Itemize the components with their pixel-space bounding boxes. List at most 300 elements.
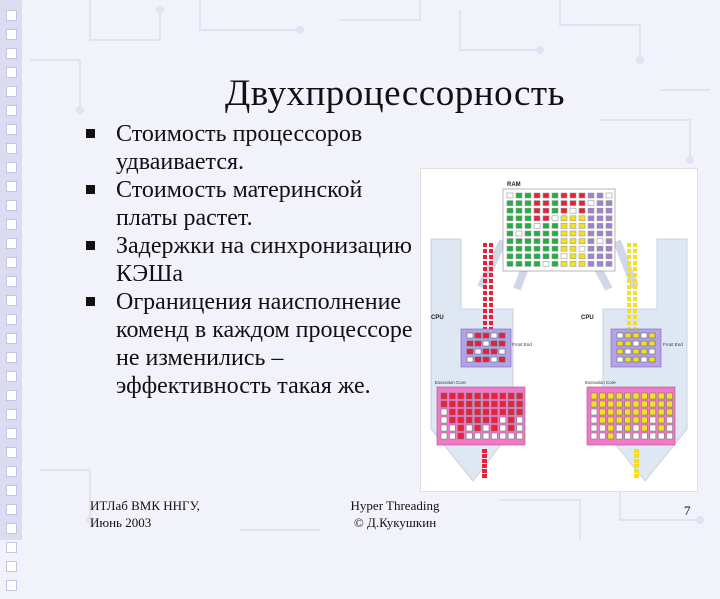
exec-cell-left	[449, 417, 455, 423]
ram-cell	[570, 201, 576, 206]
ram-cell	[561, 201, 567, 206]
exec-cell-right	[650, 409, 656, 415]
exec-cell-right	[650, 401, 656, 407]
exec-cell-left	[500, 401, 506, 407]
ram-cell	[534, 208, 540, 213]
ram-cell	[570, 246, 576, 251]
bullet-item	[86, 288, 416, 400]
ram-cell	[507, 254, 513, 259]
ram-cell	[534, 261, 540, 266]
frontend-cell-left	[499, 341, 505, 346]
arrow-dot-left-b	[489, 321, 493, 325]
ram-cell	[561, 231, 567, 236]
ram-cell	[525, 208, 531, 213]
ram-cell	[543, 193, 549, 198]
exec-cell-left	[491, 401, 497, 407]
ram-cell	[516, 201, 522, 206]
output-dot-left	[482, 469, 487, 473]
frontend-cell-left	[499, 357, 505, 362]
arrow-dot-right-a	[627, 279, 631, 283]
exec-cell-left	[491, 425, 497, 431]
exec-cell-left	[449, 401, 455, 407]
ram-cell	[552, 208, 558, 213]
cpu-label-left: CPU	[431, 315, 444, 321]
ram-cell	[525, 216, 531, 221]
diagram-canvas	[421, 169, 697, 491]
exec-cell-right	[625, 433, 631, 439]
exec-cell-left	[449, 425, 455, 431]
exec-label-left: Execution Core	[435, 380, 466, 385]
arrow-dot-right-a	[627, 309, 631, 313]
exec-cell-right	[633, 433, 639, 439]
ram-cell	[606, 239, 612, 244]
exec-cell-left	[441, 409, 447, 415]
arrow-dot-right-b	[633, 309, 637, 313]
exec-cell-right	[625, 425, 631, 431]
exec-cell-left	[500, 433, 506, 439]
arrow-dot-left-a	[483, 285, 487, 289]
ram-cell	[507, 239, 513, 244]
ram-cell	[561, 261, 567, 266]
exec-cell-right	[616, 401, 622, 407]
frontend-cell-right	[641, 333, 647, 338]
ram-cell	[606, 246, 612, 251]
exec-cell-right	[625, 417, 631, 423]
output-dot-right	[634, 449, 639, 453]
ram-cell	[543, 216, 549, 221]
exec-cell-right	[608, 401, 614, 407]
frontend-label-right: Front End	[663, 342, 683, 347]
arrow-dot-left-b	[489, 261, 493, 265]
ram-cell	[579, 201, 585, 206]
arrow-dot-right-b	[633, 315, 637, 319]
ram-cell	[597, 239, 603, 244]
exec-cell-left	[466, 425, 472, 431]
frontend-cell-left	[483, 357, 489, 362]
ram-cell	[516, 193, 522, 198]
arrow-dot-right-b	[633, 303, 637, 307]
frontend-cell-left	[467, 349, 473, 354]
output-dot-right	[634, 469, 639, 473]
ram-cell	[579, 216, 585, 221]
footer-org-line1: ИТЛаб ВМК ННГУ,	[90, 498, 200, 513]
exec-cell-right	[633, 409, 639, 415]
ram-cell	[597, 201, 603, 206]
frontend-cell-left	[467, 333, 473, 338]
ram-cell	[588, 216, 594, 221]
exec-label-right: Execution Core	[585, 380, 616, 385]
ram-cell	[525, 193, 531, 198]
ram-cell	[534, 201, 540, 206]
ram-cell	[534, 254, 540, 259]
bullet-item	[86, 120, 416, 176]
exec-cell-right	[633, 417, 639, 423]
bullet-text: Ограницения наисполнение коменд в каждом процессоре не изменились – эффективность такая же.	[116, 289, 413, 399]
exec-cell-left	[517, 409, 523, 415]
ram-cell	[543, 201, 549, 206]
ram-cell	[579, 223, 585, 228]
ram-cell	[534, 231, 540, 236]
exec-cell-left	[466, 409, 472, 415]
exec-cell-left	[500, 425, 506, 431]
frontend-cell-left	[467, 357, 473, 362]
arrow-dot-right-b	[633, 261, 637, 265]
exec-cell-left	[475, 433, 481, 439]
exec-cell-left	[508, 401, 514, 407]
footer-org-line2: Июнь 2003	[90, 515, 152, 530]
exec-cell-left	[458, 433, 464, 439]
exec-cell-left	[491, 417, 497, 423]
arrow-dot-left-b	[489, 267, 493, 271]
frontend-cell-left	[475, 341, 481, 346]
ram-cell	[579, 239, 585, 244]
ram-cell	[597, 261, 603, 266]
arrow-dot-left-a	[483, 273, 487, 277]
exec-cell-right	[591, 401, 597, 407]
exec-cell-left	[458, 393, 464, 399]
ram-cell	[534, 216, 540, 221]
ram-cell	[570, 208, 576, 213]
ram-cell	[606, 216, 612, 221]
ram-cell	[588, 254, 594, 259]
exec-cell-left	[517, 393, 523, 399]
ram-cell	[570, 216, 576, 221]
square-bullet-icon	[86, 185, 95, 194]
arrow-dot-right-b	[633, 291, 637, 295]
ram-cell	[543, 261, 549, 266]
ram-cell	[552, 246, 558, 251]
ram-cell	[561, 216, 567, 221]
ram-cell	[543, 246, 549, 251]
arrow-dot-left-b	[489, 315, 493, 319]
exec-cell-left	[458, 417, 464, 423]
exec-cell-right	[667, 433, 673, 439]
ram-cell	[552, 201, 558, 206]
arrow-dot-right-b	[633, 285, 637, 289]
ram-cell	[597, 216, 603, 221]
exec-cell-right	[608, 393, 614, 399]
arrow-dot-left-a	[483, 303, 487, 307]
ram-cell	[534, 239, 540, 244]
exec-cell-right	[616, 393, 622, 399]
arrow-dot-left-a	[483, 297, 487, 301]
bullet-item	[86, 232, 416, 288]
output-dot-left	[482, 474, 487, 478]
frontend-cell-right	[641, 349, 647, 354]
bullet-text: Задержки на синхронизацию КЭШа	[116, 233, 412, 287]
arrow-dot-left-b	[489, 285, 493, 289]
ram-cell	[516, 254, 522, 259]
ram-cell	[606, 254, 612, 259]
arrow-dot-left-b	[489, 255, 493, 259]
arrow-dot-left-a	[483, 321, 487, 325]
exec-cell-right	[633, 393, 639, 399]
ram-cell	[606, 193, 612, 198]
frontend-cell-left	[483, 333, 489, 338]
exec-cell-left	[458, 425, 464, 431]
ram-cell	[597, 193, 603, 198]
ram-cell	[588, 261, 594, 266]
dual-processor-diagram	[420, 168, 698, 492]
exec-cell-right	[625, 409, 631, 415]
exec-cell-right	[599, 393, 605, 399]
ram-label: RAM	[507, 182, 521, 188]
exec-cell-left	[491, 409, 497, 415]
exec-cell-left	[466, 401, 472, 407]
frontend-cell-right	[649, 357, 655, 362]
ram-cell	[579, 261, 585, 266]
ram-cell	[552, 261, 558, 266]
frontend-cell-left	[483, 349, 489, 354]
exec-cell-left	[449, 409, 455, 415]
ram-cell	[561, 239, 567, 244]
exec-cell-left	[508, 417, 514, 423]
frontend-cell-right	[617, 341, 623, 346]
frontend-cell-left	[499, 349, 505, 354]
exec-cell-right	[625, 401, 631, 407]
ram-cell	[534, 223, 540, 228]
ram-cell	[543, 254, 549, 259]
ram-cell	[552, 193, 558, 198]
exec-cell-left	[449, 393, 455, 399]
frontend-cell-right	[617, 357, 623, 362]
ram-cell	[588, 208, 594, 213]
frontend-cell-right	[641, 357, 647, 362]
exec-cell-left	[500, 417, 506, 423]
ram-cell	[516, 216, 522, 221]
exec-cell-right	[591, 425, 597, 431]
exec-cell-left	[508, 433, 514, 439]
exec-cell-left	[475, 425, 481, 431]
exec-cell-left	[483, 409, 489, 415]
ram-cell	[507, 208, 513, 213]
frontend-cell-right	[617, 349, 623, 354]
ram-cell	[579, 254, 585, 259]
exec-cell-left	[483, 393, 489, 399]
exec-cell-left	[483, 425, 489, 431]
exec-cell-right	[667, 401, 673, 407]
ram-cell	[516, 223, 522, 228]
ram-cell	[579, 246, 585, 251]
ram-cell	[561, 223, 567, 228]
frontend-cell-right	[649, 349, 655, 354]
exec-cell-right	[599, 401, 605, 407]
frontend-cell-right	[633, 349, 639, 354]
ram-cell	[597, 246, 603, 251]
exec-cell-left	[517, 401, 523, 407]
ram-cell	[579, 193, 585, 198]
ram-cell	[570, 239, 576, 244]
exec-cell-left	[441, 401, 447, 407]
exec-cell-left	[491, 393, 497, 399]
ram-cell	[588, 239, 594, 244]
square-bullet-icon	[86, 129, 95, 138]
ram-cell	[525, 239, 531, 244]
square-bullet-icon	[86, 297, 95, 306]
exec-cell-right	[667, 417, 673, 423]
ram-cell	[588, 193, 594, 198]
arrow-dot-right-b	[633, 267, 637, 271]
exec-cell-right	[608, 409, 614, 415]
ram-cell	[570, 223, 576, 228]
footer-topic-line1: Hyper Threading	[350, 498, 440, 513]
exec-cell-left	[508, 393, 514, 399]
arrow-dot-left-b	[489, 309, 493, 313]
arrow-dot-left-b	[489, 273, 493, 277]
ram-cell	[534, 246, 540, 251]
output-dot-left	[482, 449, 487, 453]
exec-cell-right	[658, 401, 664, 407]
exec-cell-right	[641, 409, 647, 415]
exec-cell-left	[475, 409, 481, 415]
ram-cell	[606, 208, 612, 213]
arrow-dot-right-a	[627, 249, 631, 253]
ram-cell	[606, 231, 612, 236]
frontend-label-left: Front End	[512, 342, 532, 347]
arrow-dot-left-a	[483, 309, 487, 313]
ram-cell	[525, 261, 531, 266]
exec-cell-right	[667, 393, 673, 399]
exec-cell-right	[658, 417, 664, 423]
exec-cell-right	[633, 425, 639, 431]
ram-cell	[552, 231, 558, 236]
frontend-cell-left	[475, 333, 481, 338]
ram-cell	[507, 231, 513, 236]
exec-cell-right	[667, 425, 673, 431]
exec-cell-left	[475, 417, 481, 423]
exec-cell-right	[650, 393, 656, 399]
exec-cell-right	[599, 417, 605, 423]
frontend-cell-right	[649, 341, 655, 346]
exec-cell-left	[441, 425, 447, 431]
arrow-dot-left-b	[489, 297, 493, 301]
ram-cell	[543, 223, 549, 228]
exec-cell-right	[599, 433, 605, 439]
ram-cell	[543, 208, 549, 213]
exec-cell-right	[650, 417, 656, 423]
ram-cell	[516, 231, 522, 236]
exec-cell-right	[599, 409, 605, 415]
ram-cell	[552, 254, 558, 259]
output-dot-left	[482, 459, 487, 463]
exec-cell-left	[483, 433, 489, 439]
frontend-cell-right	[625, 333, 631, 338]
ram-cell	[552, 239, 558, 244]
ram-cell	[534, 193, 540, 198]
ram-cell	[552, 223, 558, 228]
output-dot-left	[482, 464, 487, 468]
arrow-dot-right-a	[627, 303, 631, 307]
exec-cell-left	[491, 433, 497, 439]
frontend-cell-left	[491, 333, 497, 338]
ram-cell	[516, 246, 522, 251]
frontend-cell-left	[483, 341, 489, 346]
exec-cell-right	[667, 409, 673, 415]
frontend-cell-right	[625, 341, 631, 346]
output-dot-left	[482, 454, 487, 458]
exec-cell-left	[466, 433, 472, 439]
output-dot-right	[634, 454, 639, 458]
exec-cell-left	[517, 425, 523, 431]
ram-cell	[606, 261, 612, 266]
ram-cell	[525, 246, 531, 251]
exec-cell-right	[616, 409, 622, 415]
exec-cell-right	[658, 425, 664, 431]
arrow-dot-right-a	[627, 273, 631, 277]
bullet-text: Стоимость процессоров удваивается.	[116, 121, 363, 175]
arrow-dot-left-a	[483, 261, 487, 265]
frontend-cell-left	[491, 349, 497, 354]
exec-cell-right	[658, 409, 664, 415]
exec-cell-right	[625, 393, 631, 399]
arrow-dot-left-a	[483, 279, 487, 283]
arrow-dot-left-a	[483, 249, 487, 253]
ram-cell	[507, 261, 513, 266]
exec-cell-left	[475, 401, 481, 407]
ram-cell	[597, 231, 603, 236]
bullet-item	[86, 176, 416, 232]
exec-cell-left	[483, 417, 489, 423]
frontend-cell-right	[649, 333, 655, 338]
exec-cell-right	[641, 393, 647, 399]
ram-cell	[516, 239, 522, 244]
ram-cell	[561, 193, 567, 198]
arrow-dot-right-a	[627, 291, 631, 295]
exec-cell-left	[458, 401, 464, 407]
ram-cell	[561, 208, 567, 213]
exec-cell-right	[641, 401, 647, 407]
exec-cell-left	[441, 417, 447, 423]
exec-cell-right	[650, 433, 656, 439]
exec-cell-right	[591, 409, 597, 415]
arrow-dot-left-a	[483, 255, 487, 259]
ram-cell	[507, 201, 513, 206]
ram-cell	[525, 201, 531, 206]
ram-cell	[543, 231, 549, 236]
ram-cell	[525, 231, 531, 236]
arrow-dot-left-a	[483, 315, 487, 319]
arrow-dot-left-b	[489, 291, 493, 295]
arrow-dot-left-b	[489, 249, 493, 253]
arrow-dot-right-a	[627, 297, 631, 301]
exec-cell-right	[616, 417, 622, 423]
exec-cell-left	[466, 417, 472, 423]
exec-cell-left	[441, 393, 447, 399]
output-dot-right	[634, 459, 639, 463]
ram-cell	[597, 223, 603, 228]
arrow-dot-right-b	[633, 297, 637, 301]
exec-cell-left	[500, 409, 506, 415]
frontend-cell-left	[491, 357, 497, 362]
exec-cell-right	[591, 433, 597, 439]
square-bullet-icon	[86, 241, 95, 250]
frontend-cell-left	[475, 357, 481, 362]
arrow-dot-left-b	[489, 243, 493, 247]
exec-cell-right	[591, 417, 597, 423]
footer-topic-line2: © Д.Кукушкин	[353, 515, 437, 530]
exec-cell-left	[500, 393, 506, 399]
ram-cell	[570, 254, 576, 259]
arrow-dot-right-a	[627, 267, 631, 271]
exec-cell-right	[658, 393, 664, 399]
ram-cell	[570, 231, 576, 236]
arrow-dot-right-b	[633, 273, 637, 277]
ram-cell	[579, 231, 585, 236]
exec-cell-right	[599, 425, 605, 431]
ram-cell	[525, 254, 531, 259]
exec-cell-right	[608, 417, 614, 423]
ram-cell	[507, 193, 513, 198]
